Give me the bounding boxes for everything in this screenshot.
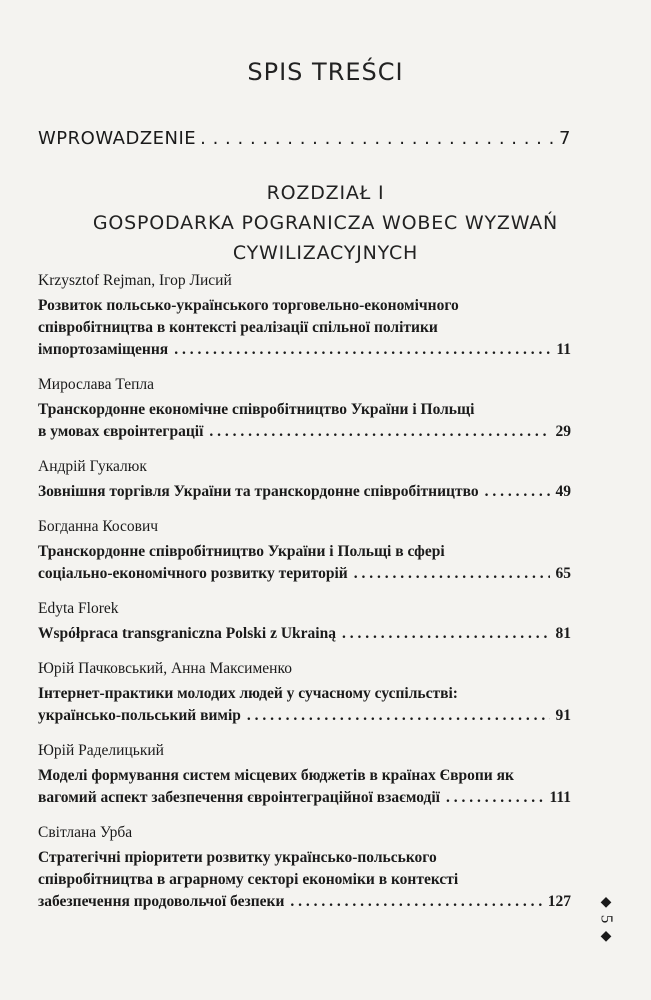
toc-entry <box>38 658 571 727</box>
entry-page-number: 29 <box>555 423 571 440</box>
entry-title-text: українсько-польський вимір <box>38 707 241 724</box>
leader-dots <box>290 891 541 913</box>
toc-intro-row <box>38 128 571 149</box>
entry-title-last-line <box>38 339 571 361</box>
entry-title-line: Розвиток польсько-українського торговельно-економічного <box>38 297 459 314</box>
entry-author: Юрій Пачковський, Анна Максименко <box>38 660 292 677</box>
leader-dots <box>174 339 550 361</box>
page-number: 5 <box>597 914 616 924</box>
leader-dots <box>354 563 550 585</box>
leader-dots <box>209 421 549 443</box>
entry-title-last-line <box>38 481 571 503</box>
entry-title-last-line <box>38 891 571 913</box>
intro-page: 7 <box>559 128 571 149</box>
entry-title-text: Зовнішня торгівля України та транскордонне співробітництво <box>38 483 479 500</box>
entry-page-number: 11 <box>556 341 571 358</box>
chapter-title: GOSPODARKA POGRANICZA WOBEC WYZWAŃ CYWILIZACYJNYCH <box>92 212 559 264</box>
entry-title-text: забезпечення продовольчої безпеки <box>38 893 285 910</box>
entry-author: Богданна Косович <box>38 518 159 535</box>
ornament-bottom: ◆ <box>600 929 612 944</box>
leader-dots <box>247 705 550 727</box>
entry-title-text: імпортозаміщення <box>38 341 169 358</box>
toc-entry <box>38 270 571 361</box>
entry-author: Мирослава Тепла <box>38 376 154 393</box>
entry-page-number: 81 <box>555 625 571 642</box>
entry-page-number: 91 <box>555 707 571 724</box>
entry-author: Юрій Раделицький <box>38 742 164 759</box>
entry-title-text: в умовах євроінтеграції <box>38 423 204 440</box>
toc-entry <box>38 456 571 503</box>
entry-page-number: 111 <box>549 789 571 806</box>
entry-title-line: Стратегічні пріоритети розвитку українсько-польського <box>38 849 437 866</box>
entry-page-number: 127 <box>547 893 571 910</box>
intro-label: WPROWADZENIE <box>38 128 197 149</box>
entry-title-line: Транскордонне економічне співробітництво України і Польщі <box>38 401 475 418</box>
chapter-heading <box>0 178 651 268</box>
toc-entry <box>38 740 571 809</box>
chapter-number: ROZDZIAŁ I <box>266 182 385 204</box>
entry-title-last-line <box>38 421 571 443</box>
entry-page-number: 49 <box>555 483 571 500</box>
toc-entry <box>38 516 571 585</box>
toc-entry <box>38 822 571 913</box>
entry-title-line: Транскордонне співробітництво України і Польщі в сфері <box>38 543 445 560</box>
entry-page-number: 65 <box>555 565 571 582</box>
entry-title-text: соціально-економічного розвитку територій <box>38 565 348 582</box>
leader-dots <box>200 128 555 149</box>
entry-author: Андрій Гукалюк <box>38 458 147 475</box>
toc-entry <box>38 374 571 443</box>
entry-author: Світлана Урба <box>38 824 133 841</box>
entry-title-last-line <box>38 563 571 585</box>
page-title: SPIS TREŚCI <box>247 58 404 86</box>
entry-author: Edyta Florek <box>38 600 119 617</box>
leader-dots <box>485 481 550 503</box>
entry-title-line: співробітництва в контексті реалізації спільної політики <box>38 319 438 336</box>
toc-entry <box>38 598 571 645</box>
toc-entries <box>38 270 571 926</box>
entry-title-text: вагомий аспект забезпечення євроінтеграційної взаємодії <box>38 789 440 806</box>
entry-title-last-line <box>38 787 571 809</box>
page-folio <box>596 895 616 945</box>
entry-title-last-line <box>38 705 571 727</box>
entry-title-line: Моделі формування систем місцевих бюджетів в країнах Європи як <box>38 767 514 784</box>
entry-title-text: Współpraca transgraniczna Polski z Ukrainą <box>38 625 336 642</box>
entry-author: Krzysztof Rejman, Ігор Лисий <box>38 272 232 289</box>
entry-title-last-line <box>38 623 571 645</box>
entry-title-line: Інтернет-практики молодих людей у сучасному суспільстві: <box>38 685 458 702</box>
leader-dots <box>342 623 550 645</box>
entry-title-line: співробітництва в аграрному секторі економіки в контексті <box>38 871 459 888</box>
ornament-top: ◆ <box>600 895 612 910</box>
leader-dots <box>446 787 544 809</box>
